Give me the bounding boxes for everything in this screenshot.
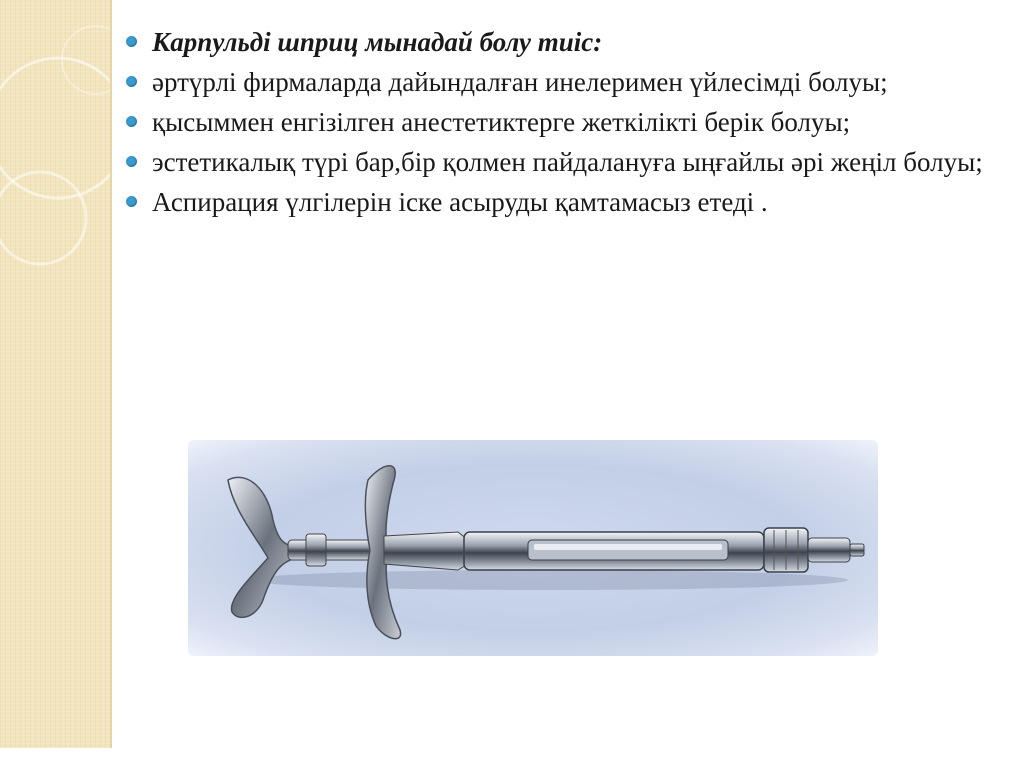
bullet-dot-icon [126, 76, 137, 87]
bullet-item [124, 144, 994, 180]
bullet-dot-icon [126, 116, 137, 127]
bullet-text: эстетикалық түрі бар,бір қолмен пайдалануға ыңғайлы әрі жеңіл болуы; [152, 147, 983, 177]
bullet-item-heading [124, 24, 994, 60]
bullet-text: қысыммен енгізілген анестетиктерге жеткілікті берік болуы; [152, 107, 851, 137]
bullet-item [124, 104, 994, 140]
bullet-item [124, 184, 994, 220]
bullet-text: Карпульді шприц мынадай болу тиіс: [152, 27, 603, 57]
decorative-side-strip [0, 0, 112, 748]
bullet-item [124, 64, 994, 100]
carpule-syringe-illustration [188, 440, 878, 656]
bullet-dot-icon [126, 196, 137, 207]
bullet-list [124, 24, 994, 220]
bullet-text: әртүрлі фирмаларда дайындалған инелеримен үйлесімді болуы; [152, 67, 888, 97]
bottom-margin [0, 748, 1024, 767]
bullet-dot-icon [126, 36, 137, 47]
syringe-photo [188, 440, 878, 656]
bullet-text: Аспирация үлгілерін іске асыруды қамтамасыз етеді . [152, 187, 768, 217]
slide-content [124, 24, 994, 224]
decorative-circles [0, 0, 112, 748]
bullet-dot-icon [126, 156, 137, 167]
